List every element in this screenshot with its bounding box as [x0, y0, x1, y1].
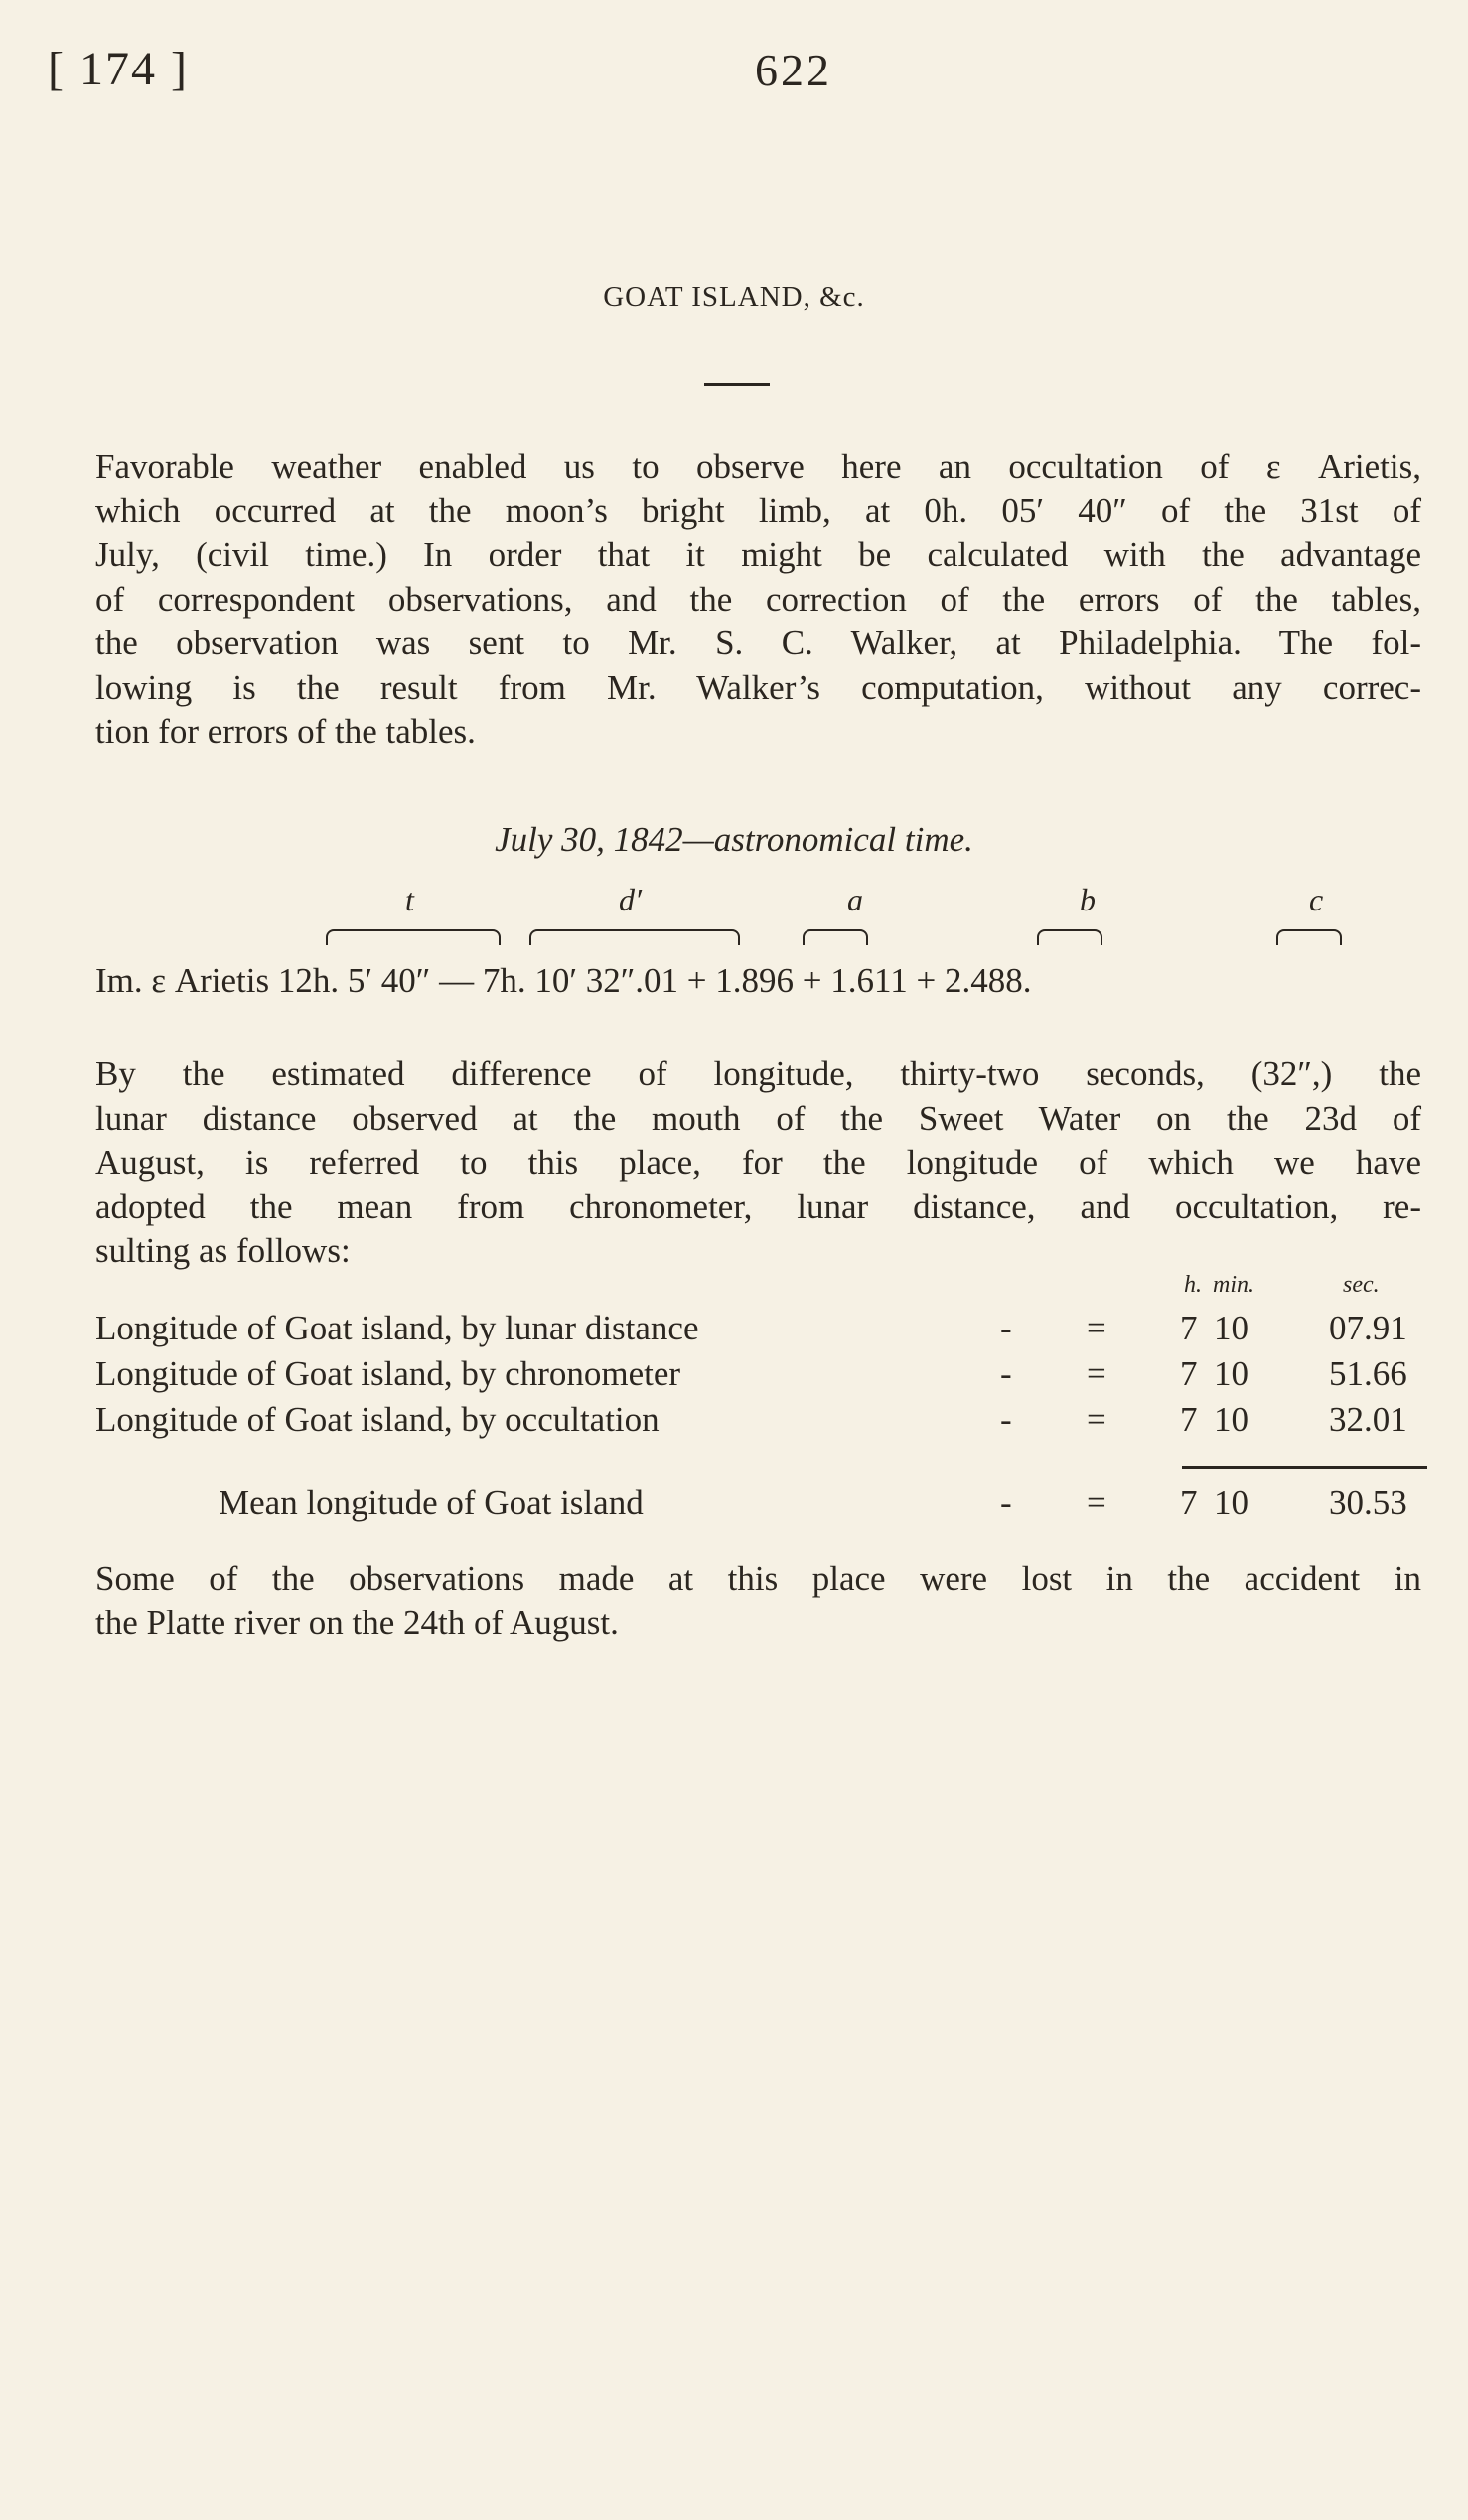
seconds-value: 30.53 — [1329, 1483, 1407, 1522]
row-label: Longitude of Goat island, by chronometer — [95, 1354, 681, 1393]
sum-rule — [1182, 1466, 1427, 1469]
occultation-formula: Im. ε Arietis 12h. 5′ 40″ — 7h. 10′ 32″.01 + 1.896 + 1.611 + 2.488. — [95, 961, 1032, 1000]
hours-value: 7 — [1180, 1400, 1198, 1439]
minutes-value: 10 — [1214, 1309, 1248, 1347]
leader-dash: - — [1000, 1483, 1012, 1522]
brace-d — [529, 929, 740, 945]
paragraph-line: July, (civil time.) In order that it might be calculated with the advantage — [95, 535, 1421, 574]
date-heading — [0, 820, 1468, 860]
date-text: July 30, 1842— — [495, 820, 714, 859]
table-row — [0, 1400, 1468, 1444]
paragraph-line: sulting as follows: — [95, 1231, 351, 1270]
paragraph-line: By the estimated difference of longitude, thirty-two seconds, (32″,) the — [95, 1054, 1421, 1093]
date-caption: astronomical time. — [713, 820, 973, 859]
equals-sign: = — [1087, 1354, 1106, 1393]
column-header-hours: h. — [1184, 1272, 1202, 1298]
page-number: 622 — [755, 45, 832, 95]
hours-value: 7 — [1180, 1483, 1198, 1522]
paragraph-line: the observation was sent to Mr. S. C. Walker, at Philadelphia. The fol- — [95, 624, 1421, 662]
paragraph-line: which occurred at the moon’s bright limb, at 0h. 05′ 40″ of the 31st of — [95, 490, 1421, 530]
brace-b — [1037, 929, 1102, 945]
equals-sign: = — [1087, 1400, 1106, 1439]
paragraph-occultation — [95, 445, 1421, 755]
symbol-b: b — [1080, 882, 1096, 917]
paragraph-line: lunar distance observed at the mouth of the Sweet Water on the 23d of — [95, 1098, 1421, 1138]
mean-row — [0, 1483, 1468, 1527]
equals-sign: = — [1087, 1483, 1106, 1522]
minutes-value: 10 — [1214, 1400, 1248, 1439]
paragraph-line: Some of the observations made at this place were lost in the accident in — [95, 1559, 1421, 1598]
leader-dash: - — [1000, 1354, 1012, 1393]
row-label: Longitude of Goat island, by occultation — [95, 1400, 660, 1439]
mean-label: Mean longitude of Goat island — [219, 1483, 644, 1522]
paragraph-line: of correspondent observations, and the correction of the errors of the tables, — [95, 579, 1421, 619]
title-divider — [704, 383, 770, 386]
brace-a — [803, 929, 868, 945]
bracket-page-number: [ 174 ] — [48, 43, 189, 95]
minutes-value: 10 — [1214, 1483, 1248, 1522]
column-header-seconds: sec. — [1343, 1272, 1380, 1298]
seconds-value: 51.66 — [1329, 1354, 1407, 1393]
hours-value: 7 — [1180, 1309, 1198, 1347]
paragraph-lost-observations — [95, 1557, 1421, 1645]
paragraph-line: August, is referred to this place, for the longitude of which we have — [95, 1143, 1421, 1182]
brace-t — [326, 929, 501, 945]
row-label: Longitude of Goat island, by lunar distance — [95, 1309, 699, 1347]
table-row — [0, 1354, 1468, 1398]
minutes-value: 10 — [1214, 1354, 1248, 1393]
leader-dash: - — [1000, 1309, 1012, 1347]
paragraph-line: adopted the mean from chronometer, lunar distance, and occultation, re- — [95, 1187, 1421, 1226]
paragraph-line: tion for errors of the tables. — [95, 712, 476, 751]
paragraph-line: Favorable weather enabled us to observe here an occultation of ε Arietis, — [95, 447, 1421, 486]
table-row — [0, 1309, 1468, 1352]
seconds-value: 07.91 — [1329, 1309, 1407, 1347]
symbol-a: a — [847, 882, 863, 917]
symbol-d-prime: d′ — [619, 882, 642, 917]
paragraph-line: the Platte river on the 24th of August. — [95, 1603, 619, 1642]
symbol-c: c — [1309, 882, 1324, 917]
leader-dash: - — [1000, 1400, 1012, 1439]
paragraph-line: lowing is the result from Mr. Walker’s computation, without any correc- — [95, 667, 1421, 707]
brace-c — [1276, 929, 1342, 945]
equals-sign: = — [1087, 1309, 1106, 1347]
column-header-minutes: min. — [1213, 1272, 1254, 1298]
hours-value: 7 — [1180, 1354, 1198, 1393]
symbol-t: t — [405, 882, 414, 917]
section-title: GOAT ISLAND, &c. — [603, 281, 865, 313]
seconds-value: 32.01 — [1329, 1400, 1407, 1439]
paragraph-longitude — [95, 1052, 1421, 1274]
